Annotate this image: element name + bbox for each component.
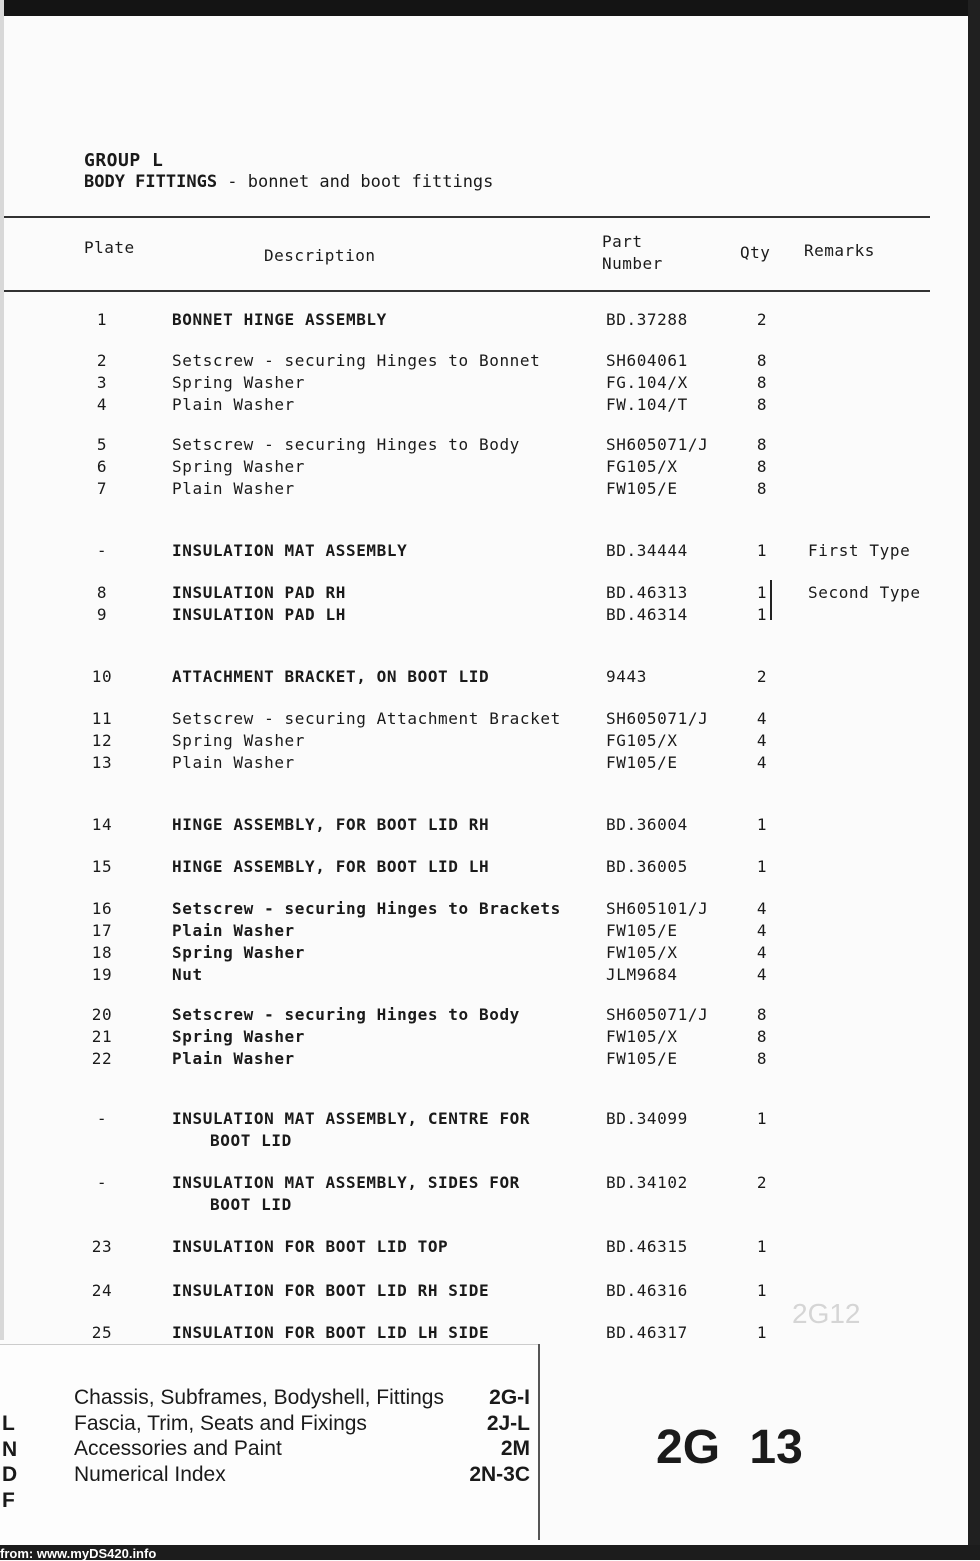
- col-header-plate: Plate: [84, 238, 135, 257]
- qty-cell: 4: [756, 965, 768, 984]
- table-row: [0, 1005, 960, 1027]
- col-header-remarks: Remarks: [804, 241, 875, 260]
- description-cell: BONNET HINGE ASSEMBLY: [172, 310, 387, 329]
- plate-cell: 23: [91, 1237, 113, 1256]
- table-row: [0, 921, 960, 943]
- footer-index-code: 2M: [500, 1437, 530, 1460]
- qty-cell: 1: [756, 583, 768, 602]
- qty-cell: 8: [756, 457, 768, 476]
- footer-section-letter: F: [2, 1489, 15, 1512]
- plate-cell: 15: [91, 857, 113, 876]
- plate-cell: 3: [96, 373, 108, 392]
- qty-cell: 8: [756, 1005, 768, 1024]
- part-number-cell: BD.46317: [606, 1323, 688, 1342]
- col-header-part-line1: Part: [602, 232, 643, 251]
- faint-stamp: 2G12: [792, 1298, 861, 1329]
- description-cell: INSULATION MAT ASSEMBLY, CENTRE FOR: [172, 1109, 531, 1128]
- qty-cell: 1: [756, 1237, 768, 1256]
- plate-cell: 4: [96, 395, 108, 414]
- plate-cell: 24: [91, 1281, 113, 1300]
- part-number-cell: FW105/E: [606, 753, 678, 772]
- second-type-bracket: [770, 580, 772, 620]
- plate-cell: 11: [91, 709, 113, 728]
- qty-cell: 8: [756, 479, 768, 498]
- plate-cell: 18: [91, 943, 113, 962]
- header-bottom-rule: [4, 290, 930, 292]
- plate-cell: 5: [96, 435, 108, 454]
- description-cell-continued: BOOT LID: [210, 1131, 292, 1150]
- description-cell: Spring Washer: [172, 731, 306, 750]
- qty-cell: 1: [756, 857, 768, 876]
- qty-cell: 4: [756, 731, 768, 750]
- part-number-cell: BD.34099: [606, 1109, 688, 1128]
- description-cell: Setscrew - securing Attachment Bracket: [172, 709, 561, 728]
- plate-cell: 25: [91, 1323, 113, 1342]
- description-cell-continued: BOOT LID: [210, 1195, 292, 1214]
- plate-cell: 9: [96, 605, 108, 624]
- part-number-cell: BD.34102: [606, 1173, 688, 1192]
- qty-cell: 8: [756, 395, 768, 414]
- part-number-cell: FG105/X: [606, 457, 678, 476]
- qty-cell: 1: [756, 1281, 768, 1300]
- part-number-cell: BD.36005: [606, 857, 688, 876]
- plate-cell: 8: [96, 583, 108, 602]
- qty-cell: 4: [756, 943, 768, 962]
- description-cell: INSULATION PAD RH: [172, 583, 346, 602]
- plate-cell: -: [96, 541, 108, 560]
- part-number-cell: SH604061: [606, 351, 688, 370]
- part-number-cell: BD.37288: [606, 310, 688, 329]
- qty-cell: 2: [756, 1173, 768, 1192]
- footer-index-code: 2N-3C: [469, 1463, 530, 1486]
- qty-cell: 8: [756, 373, 768, 392]
- description-cell: ATTACHMENT BRACKET, ON BOOT LID: [172, 667, 490, 686]
- table-row: [0, 541, 960, 563]
- plate-cell: 20: [91, 1005, 113, 1024]
- plate-cell: 21: [91, 1027, 113, 1046]
- qty-cell: 8: [756, 351, 768, 370]
- description-cell: HINGE ASSEMBLY, FOR BOOT LID RH: [172, 815, 490, 834]
- part-number-cell: FW105/E: [606, 479, 678, 498]
- qty-cell: 8: [756, 1049, 768, 1068]
- description-cell: HINGE ASSEMBLY, FOR BOOT LID LH: [172, 857, 490, 876]
- table-row: [0, 753, 960, 775]
- scan-top-border: [0, 0, 980, 16]
- plate-cell: 7: [96, 479, 108, 498]
- section-title-bold: BODY FITTINGS: [84, 172, 218, 192]
- table-row: [0, 1109, 960, 1150]
- part-number-cell: FW105/X: [606, 1027, 678, 1046]
- part-number-cell: BD.46315: [606, 1237, 688, 1256]
- description-cell: INSULATION MAT ASSEMBLY, SIDES FOR: [172, 1173, 520, 1192]
- description-cell: INSULATION PAD LH: [172, 605, 346, 624]
- part-number-cell: JLM9684: [606, 965, 678, 984]
- source-watermark: from: www.myDS420.info: [0, 1546, 157, 1561]
- plate-cell: -: [96, 1173, 108, 1192]
- footer-divider: [538, 1344, 540, 1540]
- part-number-cell: SH605071/J: [606, 1005, 709, 1024]
- qty-cell: 1: [756, 1323, 768, 1342]
- table-row: [0, 815, 960, 837]
- part-number-cell: FG.104/X: [606, 373, 688, 392]
- qty-cell: 1: [756, 541, 768, 560]
- plate-cell: 6: [96, 457, 108, 476]
- table-row: [0, 899, 960, 921]
- description-cell: Spring Washer: [172, 943, 306, 962]
- description-cell: INSULATION FOR BOOT LID LH SIDE: [172, 1323, 490, 1342]
- part-number-cell: FG105/X: [606, 731, 678, 750]
- footer-section-letter: N: [2, 1438, 18, 1461]
- section-title-rest: - bonnet and boot fittings: [217, 172, 494, 192]
- plate-cell: 19: [91, 965, 113, 984]
- col-header-part-line2: Number: [602, 254, 663, 273]
- qty-cell: 2: [756, 310, 768, 329]
- plate-cell: 12: [91, 731, 113, 750]
- table-row: [0, 395, 960, 417]
- table-row: [0, 709, 960, 731]
- table-row: [0, 435, 960, 457]
- table-row: [0, 943, 960, 965]
- table-row: [0, 479, 960, 501]
- footer-section-letter: D: [2, 1463, 18, 1486]
- qty-cell: 1: [756, 815, 768, 834]
- footer-index-entry: Numerical Index: [74, 1463, 226, 1486]
- table-row: [0, 1237, 960, 1259]
- qty-cell: 8: [756, 435, 768, 454]
- description-cell: Spring Washer: [172, 373, 306, 392]
- description-cell: Setscrew - securing Hinges to Body: [172, 1005, 520, 1024]
- footer-index-entry: Accessories and Paint: [74, 1437, 282, 1460]
- description-cell: Setscrew - securing Hinges to Bonnet: [172, 351, 541, 370]
- footer-index-code: 2G-I: [489, 1386, 530, 1409]
- table-row: [0, 965, 960, 987]
- description-cell: Plain Washer: [172, 1049, 295, 1068]
- section-title: [84, 172, 493, 192]
- description-cell: Nut: [172, 965, 203, 984]
- table-row: [0, 857, 960, 879]
- qty-cell: 8: [756, 1027, 768, 1046]
- description-cell: Setscrew - securing Hinges to Body: [172, 435, 520, 454]
- part-number-cell: FW105/E: [606, 921, 678, 940]
- table-row: [0, 310, 960, 332]
- plate-cell: 22: [91, 1049, 113, 1068]
- remarks-cell: First Type: [808, 541, 911, 560]
- footer-index-code: 2J-L: [486, 1412, 530, 1435]
- qty-cell: 1: [756, 1109, 768, 1128]
- part-number-cell: FW105/X: [606, 943, 678, 962]
- table-row: [0, 1027, 960, 1049]
- page-code: 2G 13: [656, 1421, 803, 1474]
- description-cell: INSULATION FOR BOOT LID RH SIDE: [172, 1281, 490, 1300]
- plate-cell: 13: [91, 753, 113, 772]
- table-row: [0, 351, 960, 373]
- part-number-cell: 9443: [606, 667, 647, 686]
- description-cell: Spring Washer: [172, 1027, 306, 1046]
- description-cell: Plain Washer: [172, 479, 295, 498]
- description-cell: Setscrew - securing Hinges to Brackets: [172, 899, 561, 918]
- table-row: [0, 667, 960, 689]
- plate-cell: 1: [96, 310, 108, 329]
- plate-cell: 14: [91, 815, 113, 834]
- plate-cell: -: [96, 1109, 108, 1128]
- remarks-cell: Second Type: [808, 583, 921, 602]
- part-number-cell: SH605071/J: [606, 709, 709, 728]
- scan-right-border: [968, 0, 980, 1560]
- qty-cell: 4: [756, 921, 768, 940]
- footer-section-letter: L: [2, 1412, 15, 1435]
- qty-cell: 4: [756, 753, 768, 772]
- table-row: [0, 605, 960, 627]
- table-row: [0, 1173, 960, 1214]
- plate-cell: 2: [96, 351, 108, 370]
- part-number-cell: BD.34444: [606, 541, 688, 560]
- col-header-description: Description: [264, 246, 376, 265]
- footer-index-entry: Fascia, Trim, Seats and Fixings: [74, 1412, 367, 1435]
- plate-cell: 17: [91, 921, 113, 940]
- qty-cell: 4: [756, 709, 768, 728]
- plate-cell: 16: [91, 899, 113, 918]
- qty-cell: 4: [756, 899, 768, 918]
- description-cell: Plain Washer: [172, 921, 295, 940]
- description-cell: Plain Washer: [172, 395, 295, 414]
- description-cell: Plain Washer: [172, 753, 295, 772]
- table-row: [0, 1049, 960, 1071]
- group-heading: GROUP L: [84, 150, 164, 171]
- table-row: [0, 373, 960, 395]
- part-number-cell: BD.46313: [606, 583, 688, 602]
- part-number-cell: SH605071/J: [606, 435, 709, 454]
- table-row: [0, 731, 960, 753]
- description-cell: Spring Washer: [172, 457, 306, 476]
- part-number-cell: SH605101/J: [606, 899, 709, 918]
- description-cell: INSULATION MAT ASSEMBLY: [172, 541, 408, 560]
- part-number-cell: BD.36004: [606, 815, 688, 834]
- part-number-cell: BD.46314: [606, 605, 688, 624]
- description-cell: INSULATION FOR BOOT LID TOP: [172, 1237, 449, 1256]
- part-number-cell: BD.46316: [606, 1281, 688, 1300]
- header-top-rule: [4, 216, 930, 218]
- table-row: [0, 583, 960, 605]
- qty-cell: 2: [756, 667, 768, 686]
- part-number-cell: FW105/E: [606, 1049, 678, 1068]
- plate-cell: 10: [91, 667, 113, 686]
- col-header-qty: Qty: [740, 243, 771, 262]
- part-number-cell: FW.104/T: [606, 395, 688, 414]
- qty-cell: 1: [756, 605, 768, 624]
- footer-index-entry: Chassis, Subframes, Bodyshell, Fittings: [74, 1386, 444, 1409]
- table-row: [0, 457, 960, 479]
